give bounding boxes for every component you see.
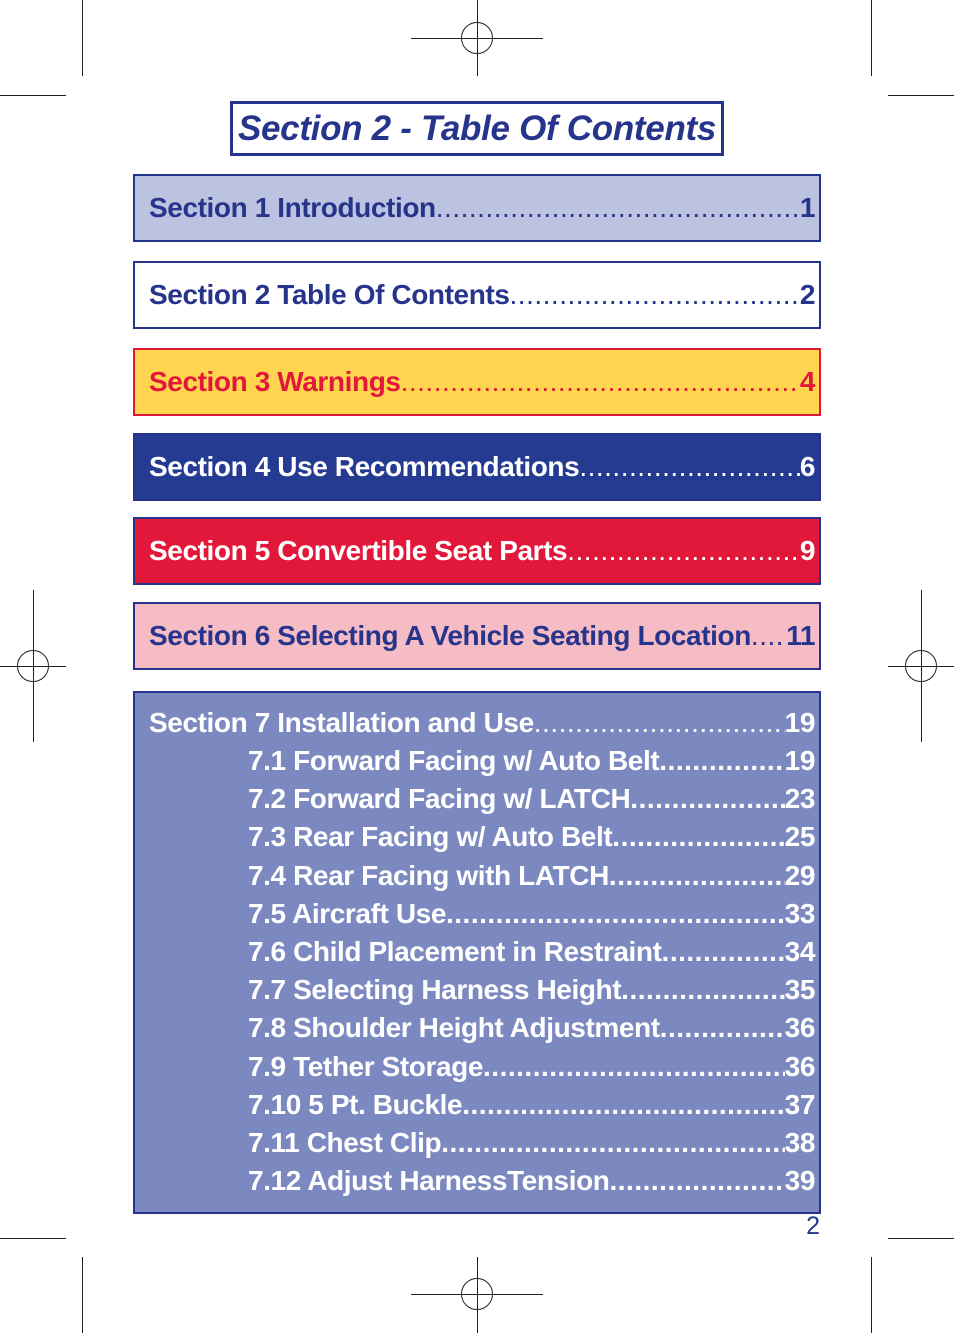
toc-subentry[interactable] — [149, 1089, 815, 1127]
toc-sublabel: 7.11 Chest Clip — [248, 1126, 442, 1158]
toc-subentry[interactable] — [149, 745, 815, 783]
toc-label: Section 2 Table Of Contents — [149, 279, 510, 310]
toc-subentry[interactable] — [149, 860, 815, 898]
toc-page-number: 19 — [784, 707, 815, 738]
toc-sublabel: 7.3 Rear Facing w/ Auto Belt — [248, 821, 613, 853]
toc-page-number: 25 — [784, 821, 815, 853]
leader-dots — [612, 821, 784, 853]
leader-dots — [462, 1089, 784, 1121]
crop-mark — [82, 0, 83, 76]
leader-dots — [441, 1127, 784, 1159]
toc-page-number: 4 — [799, 366, 815, 397]
toc-page-number: 36 — [784, 1012, 815, 1044]
toc-entry — [149, 535, 815, 567]
toc-page-number: 23 — [784, 783, 815, 815]
toc-section-4[interactable] — [133, 433, 821, 501]
toc-page-number: 34 — [784, 935, 815, 967]
toc-page-number: 11 — [786, 620, 815, 651]
toc-section-5[interactable] — [133, 517, 821, 585]
leader-dots — [630, 783, 784, 815]
crop-mark — [871, 1257, 872, 1333]
leader-dots — [483, 1051, 785, 1083]
toc-subentry[interactable] — [149, 898, 815, 936]
toc-subentry[interactable] — [149, 783, 815, 821]
toc-page-number: 36 — [784, 1050, 815, 1082]
leader-dots — [446, 898, 785, 930]
registration-circle — [461, 22, 493, 54]
crop-mark — [0, 95, 66, 96]
toc-section-1[interactable] — [133, 174, 821, 242]
toc-sublabel: 7.5 Aircraft Use — [248, 897, 446, 929]
toc-label: Section 7 Installation and Use — [149, 707, 534, 738]
leader-dots — [567, 535, 800, 567]
toc-section-6[interactable] — [133, 602, 821, 670]
toc-sublabel: 7.4 Rear Facing with LATCH — [248, 859, 609, 891]
toc-entry — [149, 366, 815, 398]
toc-sublabel: 7.2 Forward Facing w/ LATCH — [248, 783, 631, 815]
toc-entry — [149, 279, 815, 311]
leader-dots — [662, 936, 785, 968]
registration-circle — [17, 650, 49, 682]
toc-entry — [149, 192, 815, 224]
toc-sublabel: 7.8 Shoulder Height Adjustment — [248, 1012, 660, 1044]
toc-sublabel: 7.10 5 Pt. Buckle — [248, 1088, 463, 1120]
toc-label: Section 4 Use Recommendations — [149, 451, 580, 482]
toc-section-2[interactable] — [133, 261, 821, 329]
toc-subentry[interactable] — [149, 936, 815, 974]
leader-dots — [659, 745, 784, 777]
page-title — [230, 101, 724, 156]
toc-subentry[interactable] — [149, 1012, 815, 1050]
toc-subentry[interactable] — [149, 1051, 815, 1089]
toc-page-number: 9 — [799, 535, 815, 566]
toc-subentry[interactable] — [149, 1127, 815, 1165]
crop-mark — [0, 1238, 66, 1239]
crop-mark — [888, 95, 954, 96]
toc-page-number: 29 — [784, 859, 815, 891]
crop-mark — [82, 1257, 83, 1333]
crop-mark — [888, 1238, 954, 1239]
toc-label: Section 6 Selecting A Vehicle Seating Location — [149, 620, 751, 651]
toc-subentry[interactable] — [149, 1165, 815, 1203]
registration-circle — [461, 1278, 493, 1310]
registration-circle — [905, 650, 937, 682]
leader-dots — [751, 620, 786, 652]
page-title-text: Section 2 - Table Of Contents — [237, 108, 717, 148]
toc-page-number: 39 — [784, 1165, 815, 1197]
toc-page-number: 19 — [784, 745, 815, 776]
toc-sublabel: 7.12 Adjust HarnessTension — [248, 1165, 610, 1197]
toc-page-number: 2 — [799, 279, 815, 310]
leader-dots — [436, 192, 800, 224]
toc-label: Section 1 Introduction — [149, 192, 436, 223]
toc-label: Section 5 Convertible Seat Parts — [149, 535, 568, 566]
leader-dots — [510, 279, 800, 311]
page-number: 2 — [806, 1212, 820, 1240]
leader-dots — [660, 1012, 785, 1044]
toc-page-number: 38 — [784, 1126, 815, 1158]
toc-sublabel: 7.6 Child Placement in Restraint — [248, 935, 662, 967]
toc-section-7 — [133, 691, 821, 1214]
leader-dots — [579, 451, 800, 483]
toc-sublabel: 7.9 Tether Storage — [248, 1050, 484, 1082]
toc-page-number: 33 — [784, 897, 815, 929]
toc-subentry[interactable] — [149, 974, 815, 1012]
toc-entry[interactable] — [149, 707, 815, 745]
toc-sublabel: 7.7 Selecting Harness Height — [248, 974, 622, 1006]
toc-entry — [149, 620, 815, 652]
leader-dots — [401, 366, 800, 398]
toc-sublabel: 7.1 Forward Facing w/ Auto Belt — [248, 745, 660, 776]
toc-subentry[interactable] — [149, 821, 815, 859]
toc-entry — [149, 451, 815, 483]
toc-page-number: 1 — [799, 192, 815, 223]
toc-page-number: 37 — [784, 1088, 815, 1120]
toc-page-number: 6 — [799, 451, 815, 482]
toc-label: Section 3 Warnings — [149, 366, 401, 397]
toc-page-number: 35 — [784, 974, 815, 1006]
leader-dots — [621, 974, 784, 1006]
leader-dots — [609, 860, 785, 892]
toc-section-3[interactable] — [133, 348, 821, 416]
crop-mark — [871, 0, 872, 76]
leader-dots — [610, 1165, 785, 1197]
leader-dots — [534, 707, 785, 739]
